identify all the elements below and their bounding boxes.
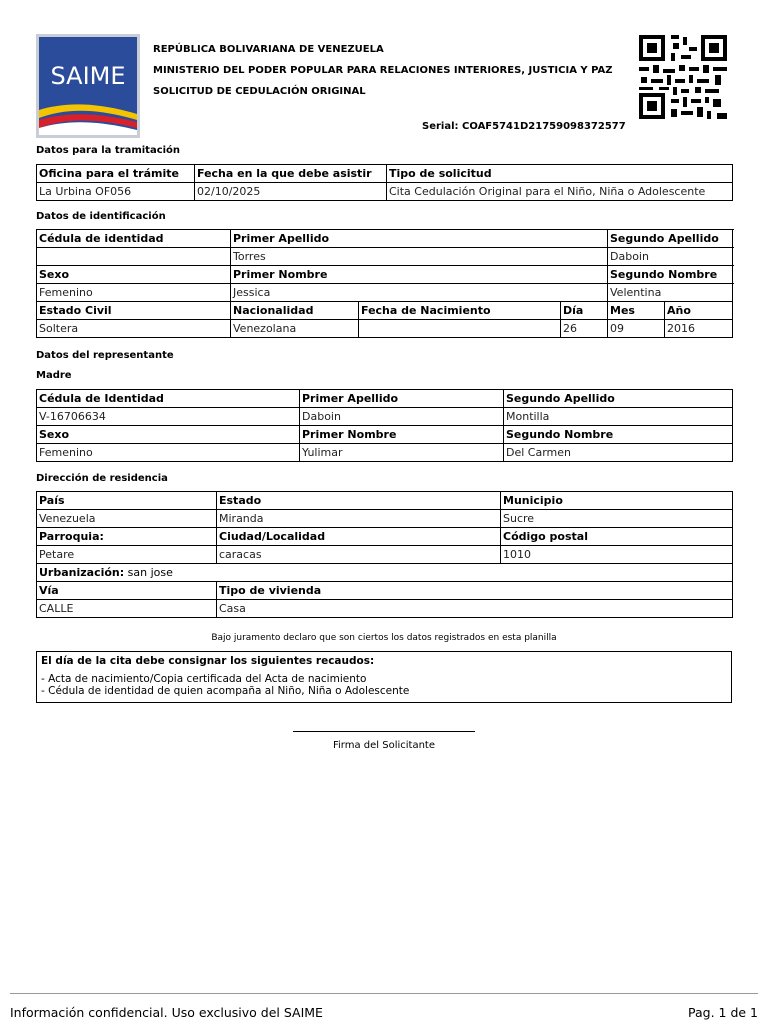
value-codigo-postal: 1010 (501, 546, 733, 564)
value-nacionalidad: Venezolana (231, 320, 359, 338)
header-rep-primer-nombre: Primer Nombre (300, 426, 504, 444)
header-segundo-nombre: Segundo Nombre (608, 266, 733, 284)
header-oficina: Oficina para el trámite (37, 165, 195, 183)
direccion-table (36, 491, 733, 618)
urbanizacion-cell (37, 564, 733, 582)
section-identificacion-title: Datos de identificación (36, 211, 166, 222)
requirement-item: - Acta de nacimiento/Copia certificada del Acta de nacimiento (41, 673, 367, 685)
header-dia: Día (561, 302, 608, 320)
table-row (37, 320, 733, 338)
table-row (37, 600, 733, 618)
header-primer-nombre: Primer Nombre (231, 266, 608, 284)
header-mes: Mes (608, 302, 665, 320)
section-madre-subtitle: Madre (36, 370, 72, 381)
table-row (37, 510, 733, 528)
value-rep-sexo: Femenino (37, 444, 300, 462)
header-form-title: SOLICITUD DE CEDULACIÓN ORIGINAL (153, 86, 366, 97)
footer-confidential: Información confidencial. Uso exclusivo del SAIME (10, 1005, 323, 1020)
value-primer-apellido: Torres (231, 248, 608, 266)
value-estado: Miranda (217, 510, 501, 528)
value-ciudad: caracas (217, 546, 501, 564)
table-row (37, 546, 733, 564)
header-rep-segundo-nombre: Segundo Nombre (504, 426, 733, 444)
footer-page-number: Pag. 1 de 1 (688, 1005, 758, 1020)
header-cedula: Cédula de identidad (37, 230, 231, 248)
table-row (37, 266, 733, 284)
requirements-title: El día de la cita debe consignar los siguientes recaudos: (41, 655, 375, 667)
value-mes: 09 (608, 320, 665, 338)
value-sexo: Femenino (37, 284, 231, 302)
header-tipo-solicitud: Tipo de solicitud (387, 165, 733, 183)
header-anio: Año (665, 302, 733, 320)
value-dia: 26 (561, 320, 608, 338)
value-rep-segundo-apellido: Montilla (504, 408, 733, 426)
section-representante-title: Datos del representante (36, 350, 174, 361)
value-tipo-vivienda: Casa (217, 600, 733, 618)
header-rep-sexo: Sexo (37, 426, 300, 444)
header-ciudad: Ciudad/Localidad (217, 528, 501, 546)
value-pais: Venezuela (37, 510, 217, 528)
header-estado: Estado (217, 492, 501, 510)
table-row (37, 582, 733, 600)
signature-line (293, 731, 475, 732)
value-primer-nombre: Jessica (231, 284, 608, 302)
header-fecha-asistir: Fecha en la que debe asistir (195, 165, 387, 183)
footer-divider (10, 993, 758, 994)
table-row (37, 492, 733, 510)
header-pais: País (37, 492, 217, 510)
value-cedula (37, 248, 231, 266)
signature-label: Firma del Solicitante (332, 740, 435, 751)
header-rep-primer-apellido: Primer Apellido (300, 390, 504, 408)
value-rep-segundo-nombre: Del Carmen (504, 444, 733, 462)
section-direccion-title: Dirección de residencia (36, 473, 168, 484)
table-row (37, 183, 733, 201)
header-primer-apellido: Primer Apellido (231, 230, 608, 248)
table-row (37, 302, 733, 320)
header-codigo-postal: Código postal (501, 528, 733, 546)
header-country: REPÚBLICA BOLIVARIANA DE VENEZUELA (153, 44, 384, 55)
value-oficina: La Urbina OF056 (37, 183, 195, 201)
header-estado-civil: Estado Civil (37, 302, 231, 320)
section-tramitacion-title: Datos para la tramitación (36, 145, 181, 156)
header-parroquia: Parroquia: (37, 528, 217, 546)
header-urbanizacion: Urbanización: (39, 565, 125, 579)
value-via: CALLE (37, 600, 217, 618)
header-rep-segundo-apellido: Segundo Apellido (504, 390, 733, 408)
header-nacionalidad: Nacionalidad (231, 302, 359, 320)
value-segundo-nombre: Velentina (608, 284, 733, 302)
value-rep-primer-apellido: Daboin (300, 408, 504, 426)
serial-number: Serial: COAF5741D21759098372577 (422, 121, 626, 132)
header-sexo: Sexo (37, 266, 231, 284)
tramitacion-table (36, 164, 733, 201)
value-estado-civil: Soltera (37, 320, 231, 338)
table-row (37, 426, 733, 444)
header-rep-cedula: Cédula de Identidad (37, 390, 300, 408)
requirement-item: - Cédula de identidad de quien acompaña al Niño, Niña o Adolescente (41, 685, 410, 697)
header-via: Vía (37, 582, 217, 600)
value-urbanizacion: san jose (127, 565, 173, 579)
value-segundo-apellido: Daboin (608, 248, 733, 266)
table-row (37, 564, 733, 582)
table-row (37, 408, 733, 426)
header-fecha-nacimiento: Fecha de Nacimiento (359, 302, 561, 320)
value-fecha-asistir: 02/10/2025 (195, 183, 387, 201)
table-row (37, 444, 733, 462)
saime-logo (36, 34, 140, 138)
header-segundo-apellido: Segundo Apellido (608, 230, 733, 248)
logo-wordmark: SAIME (50, 62, 126, 90)
header-ministry: MINISTERIO DEL PODER POPULAR PARA RELACIONES INTERIORES, JUSTICIA Y PAZ (153, 65, 613, 76)
identificacion-table (36, 229, 733, 338)
table-row (37, 165, 733, 183)
value-rep-primer-nombre: Yulimar (300, 444, 504, 462)
value-municipio: Sucre (501, 510, 733, 528)
table-row (37, 390, 733, 408)
table-row (37, 248, 733, 266)
requirements-box (36, 651, 732, 703)
representante-table (36, 389, 733, 462)
value-parroquia: Petare (37, 546, 217, 564)
table-row (37, 230, 733, 248)
value-tipo-solicitud: Cita Cedulación Original para el Niño, Niña o Adolescente (387, 183, 733, 201)
value-fecha-nacimiento (359, 320, 561, 338)
qr-code-icon (637, 33, 729, 121)
header-tipo-vivienda: Tipo de vivienda (217, 582, 733, 600)
table-row (37, 528, 733, 546)
value-anio: 2016 (665, 320, 733, 338)
oath-statement: Bajo juramento declaro que son ciertos los datos registrados en esta planilla (211, 633, 557, 643)
table-row (37, 284, 733, 302)
value-rep-cedula: V-16706634 (37, 408, 300, 426)
header-municipio: Municipio (501, 492, 733, 510)
